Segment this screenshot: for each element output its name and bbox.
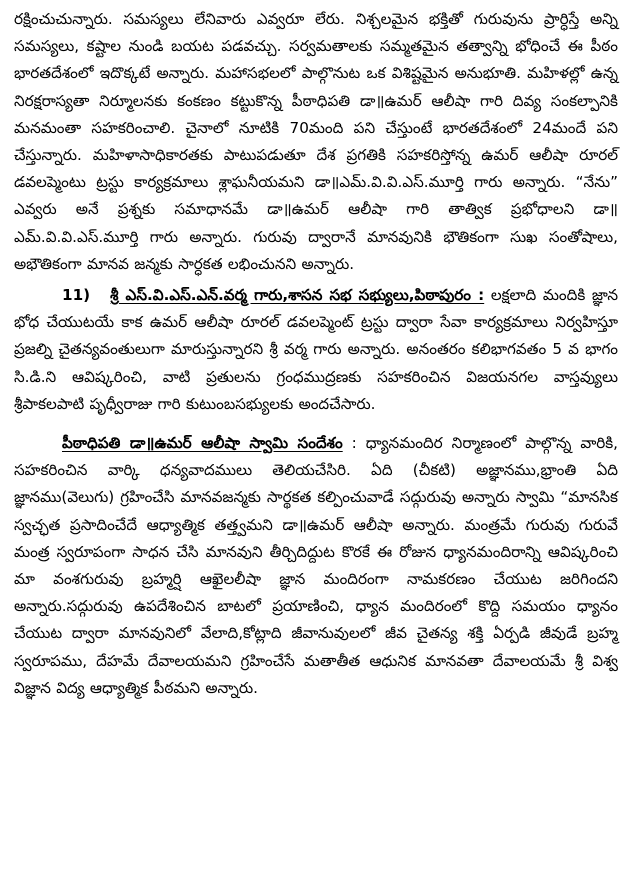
item-11-heading: శ్రీ ఎస్.వి.ఎస్.ఎన్.వర్మ గారు,శాసన సభ సభ్యులు,పిఠాపురం : [110,286,485,305]
message-heading: పీఠాధిపతి డా॥ఉమర్ ఆలీషా స్వామి సందేశం [62,434,343,453]
item-11-body: లక్షలాది మందికి జ్ఞాన భోధ చేయుటయే కాక ఉమర్ ఆలీషా రూరల్ డవలప్మెంట్ ట్రస్టు ద్వారా సేవా కార్యక్రమాలు నిర్వహిస్తూ ప్రజల్ని చైతన్యవంతులుగా మారుస్తున్నారని శ్రీ వర్మ గారు అన్నారు. అనంతరం కలిభాగవతం 5 వ భాగం సి.డి.ని ఆవిష్కరించి, వాటి ప్రతులను గ్రంధముద్రణకు సహకరించిన విజయనగల వాస్తవ్యులు శ్రీపాకలపాటి పృధ్వీరాజు గారి కుటుంబసభ్యులకు అందచేసారు. [14,286,618,413]
paragraph-murthy-speech: రక్షించుచున్నారు. సమస్యలు లేనివారు ఎవ్వరూ లేరు. నిశ్చలమైన భక్తితో గురువును ప్రార్ధిస్తే అన్ని సమస్యలు, కష్టాల నుండి బయట పడవచ్చు. సర్వమతాలకు సమ్మతమైన తత్వాన్ని భోధించే ఈ పీఠం భారతదేశంలో ఇదొక్కటే అన్నారు. మహాసభలలో పాల్గొనుట ఒక విశిష్టమైన అనుభూతి. మహిళల్లో ఉన్న నిరక్షరాస్యతా నిర్మూలనకు కంకణం కట్టుకొన్న పీఠాధిపతి డా॥ఉమర్ ఆలీషా గారి దివ్య సంకల్పానికి మనమంతా సహకరించాలి. చైనాలో నూటికి 70మంది పని చేస్తుంటే భారతదేశంలో 24మందే పని చేస్తున్నారు. మహిళాసాధికారతకు పాటుపడుతూ దేశ ప్రగతికి సహకరిస్తోన్న ఉమర్ ఆలీషా రూరల్ డవలప్మెంటు ట్రస్టు కార్యక్రమాలు శ్లాఘనీయమని డా॥ఎమ్.వి.వి.ఎస్.మూర్తి గారు అన్నారు. “నేను” ఎవ్వరు అనే ప్రశ్నకు సమాధానమే డా॥ఉమర్ ఆలీషా గారి తాత్విక ప్రభోధాలని డా॥ఎమ్.వి.వి.ఎస్.మూర్తి గారు అన్నారు. గురువు ద్వారానే మానవునికి భౌతికంగా సుఖ సంతోషాలు, అభౌతికంగా మానవ జన్మకు సార్ధకత లభించునని అన్నారు. [14,10,618,273]
item-11-indent [14,286,62,304]
message-body: : ధ్యానమందిర నిర్మాణంలో పాల్గొన్న వారికి, సహకరించిన వార్కి ధన్యవాదములు తెలియచేసిరి. ఏది (చీకటి) అజ్ఞానము,భ్రాంతి ఏది జ్ఞానము(వెలుగు) గ్రహించేసి మానవజన్మకు సార్థకత కల్పించువాడే సద్గురువు అన్నారు స్వామి “మానసిక స్వచ్ఛత ప్రసాదించేదే ఆధ్యాత్మిక తత్త్వమని డా॥ఉమర్ ఆలీషా అన్నారు. మంత్రమే గురువు గురువే మంత్ర స్వరూపంగా సాధన చేసి మానవుని తీర్చిదిద్దుట కొరకే ఈ రోజున ధ్యానమందిరాన్ని ఆవిష్కరించి మా వంశగురువు బ్రహ్మర్షి ఆఖైలలీషా జ్ఞాన మందిరంగా నామకరణం చేయుట జరిగిందని అన్నారు.సద్గురువు ఉపదేశించిన బాటలో ప్రయాణించి, ధ్యాన మందిరంలో కొద్ది సమయం ధ్యానం చేయుట ద్వారా మానవునిలో వేలాది,కోట్లాది జీవానువులలో జీవ చైతన్య శక్తి ఏర్పడి జీవుడే బ్రహ్మ స్వరూపము, దేహమే దేవాలయమని గ్రహించేసే మతాతీత ఆధునిక మానవతా దేవాలయమే శ్రీ విశ్వ విజ్ఞాన విద్య ఆధ్యాత్మిక పీఠమని అన్నారు. [14,434,619,697]
paragraph-item-11 [14,282,618,418]
paragraph-swami-message [14,430,618,702]
section-gap [14,418,618,430]
item-11-number: 11) [62,286,91,305]
message-indent [14,434,62,452]
